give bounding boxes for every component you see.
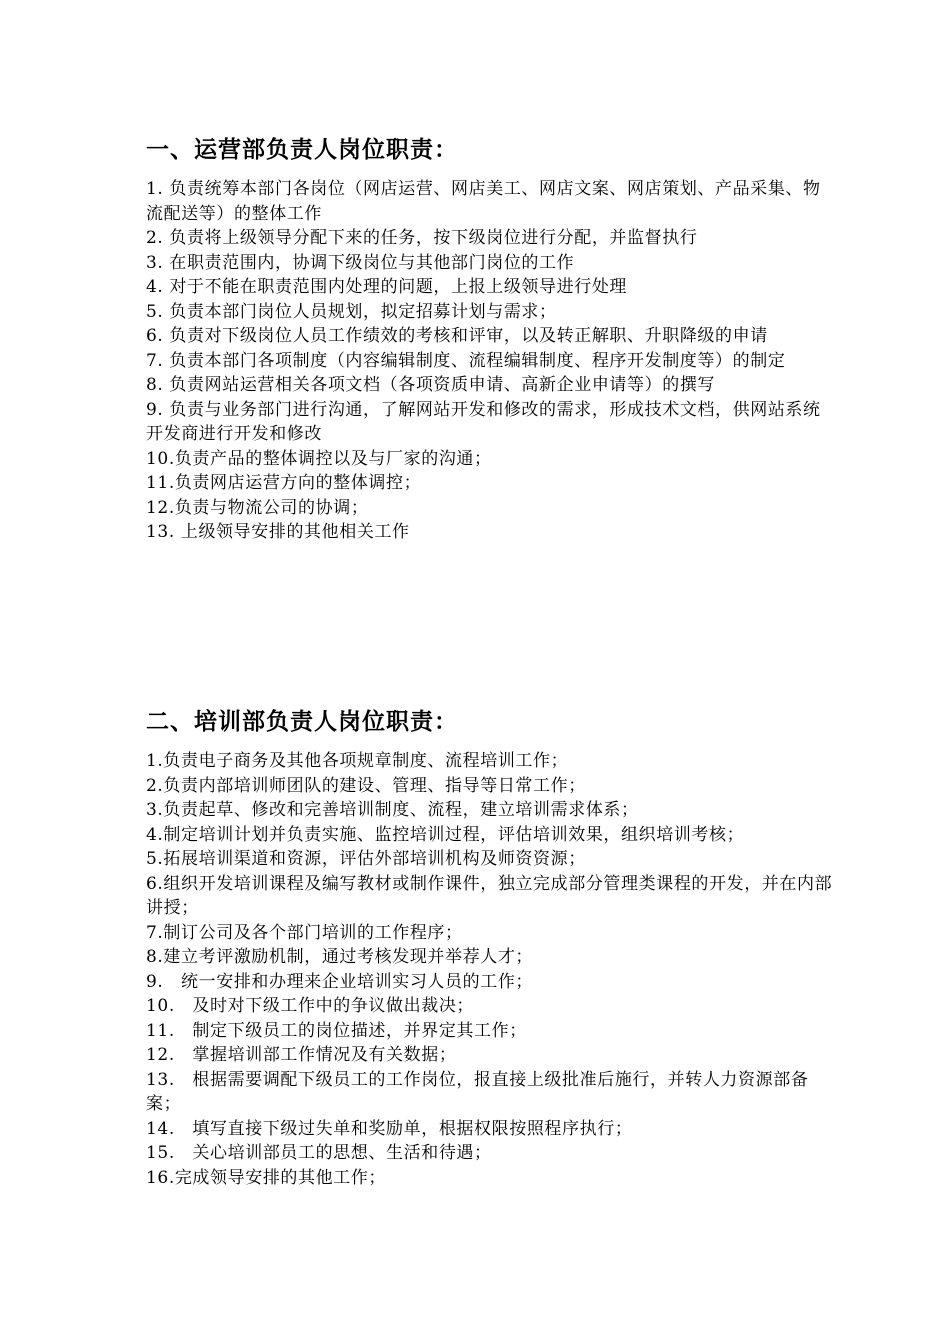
duty-list <box>146 177 836 545</box>
section-heading: 二、培训部负责人岗位职责： <box>146 708 458 735</box>
duty-item: 13. 根据需要调配下级员工的工作岗位，报直接上级批准后施行，并转人力资源部备案； <box>146 1069 809 1114</box>
duty-item: 9. 统一安排和办理来企业培训实习人员的工作； <box>146 971 534 992</box>
duty-item: 10.负责产品的整体调控以及与厂家的沟通； <box>146 448 492 469</box>
duty-item: 4.制定培训计划并负责实施、监控培训过程，评估培训效果，组织培训考核； <box>146 824 745 845</box>
duty-item: 5.拓展培训渠道和资源，评估外部培训机构及师资资源； <box>146 849 586 869</box>
duty-item: 16.完成领导安排的其他工作； <box>146 1167 387 1188</box>
duty-item: 14. 填写直接下级过失单和奖励单，根据权限按照程序执行； <box>146 1118 633 1139</box>
duty-item: 12.负责与物流公司的协调； <box>146 497 369 518</box>
section-heading: 一、运营部负责人岗位职责： <box>146 136 458 163</box>
duty-item: 13. 上级领导安排的其他相关工作 <box>146 522 410 542</box>
duty-item: 3. 在职责范围内，协调下级岗位与其他部门岗位的工作 <box>146 252 575 273</box>
section-operations-manager-duties <box>146 133 836 545</box>
duty-item: 5. 负责本部门岗位人员规划，拟定招募计划与需求； <box>146 301 557 322</box>
duty-item: 15. 关心培训部员工的思想、生活和待遇； <box>146 1143 492 1163</box>
duty-item: 12. 掌握培训部工作情况及有关数据； <box>146 1045 457 1065</box>
duty-item: 7. 负责本部门各项制度（内容编辑制度、流程编辑制度、程序开发制度等）的制定 <box>146 350 786 371</box>
duty-list <box>146 749 836 1190</box>
duty-item: 4. 对于不能在职责范围内处理的问题，上报上级领导进行处理 <box>146 277 628 297</box>
duty-item: 1.负责电子商务及其他各项规章制度、流程培训工作； <box>146 751 569 771</box>
duty-item: 9. 负责与业务部门进行沟通，了解网站开发和修改的需求，形成技术文档，供网站系统开发商进行开发和修改 <box>146 399 821 444</box>
section-training-manager-duties <box>146 705 836 1190</box>
duty-item: 2.负责内部培训师团队的建设、管理、指导等日常工作； <box>146 775 586 796</box>
duty-item: 2. 负责将上级领导分配下来的任务，按下级岗位进行分配，并监督执行 <box>146 228 698 248</box>
duty-item: 7.制订公司及各个部门培训的工作程序； <box>146 922 463 943</box>
duty-item: 6. 负责对下级岗位人员工作绩效的考核和评审，以及转正解职、升职降级的申请 <box>146 326 768 346</box>
duty-item: 3.负责起草、修改和完善培训制度、流程，建立培训需求体系； <box>146 800 639 820</box>
duty-item: 11.负责网店运营方向的整体调控； <box>146 473 422 493</box>
duty-item: 8.建立考评激励机制，通过考核发现并举荐人才； <box>146 947 534 967</box>
duty-item: 10. 及时对下级工作中的争议做出裁决； <box>146 996 475 1016</box>
duty-item: 11. 制定下级员工的岗位描述，并界定其工作； <box>146 1020 527 1041</box>
duty-item: 1. 负责统筹本部门各岗位（网店运营、网店美工、网店文案、网店策划、产品采集、物流配送等）的整体工作 <box>146 179 821 224</box>
duty-item: 8. 负责网站运营相关各项文档（各项资质申请、高新企业申请等）的撰写 <box>146 375 716 395</box>
duty-item: 6.组织开发培训课程及编写教材或制作课件，独立完成部分管理类课程的开发，并在内部讲授； <box>146 873 833 918</box>
